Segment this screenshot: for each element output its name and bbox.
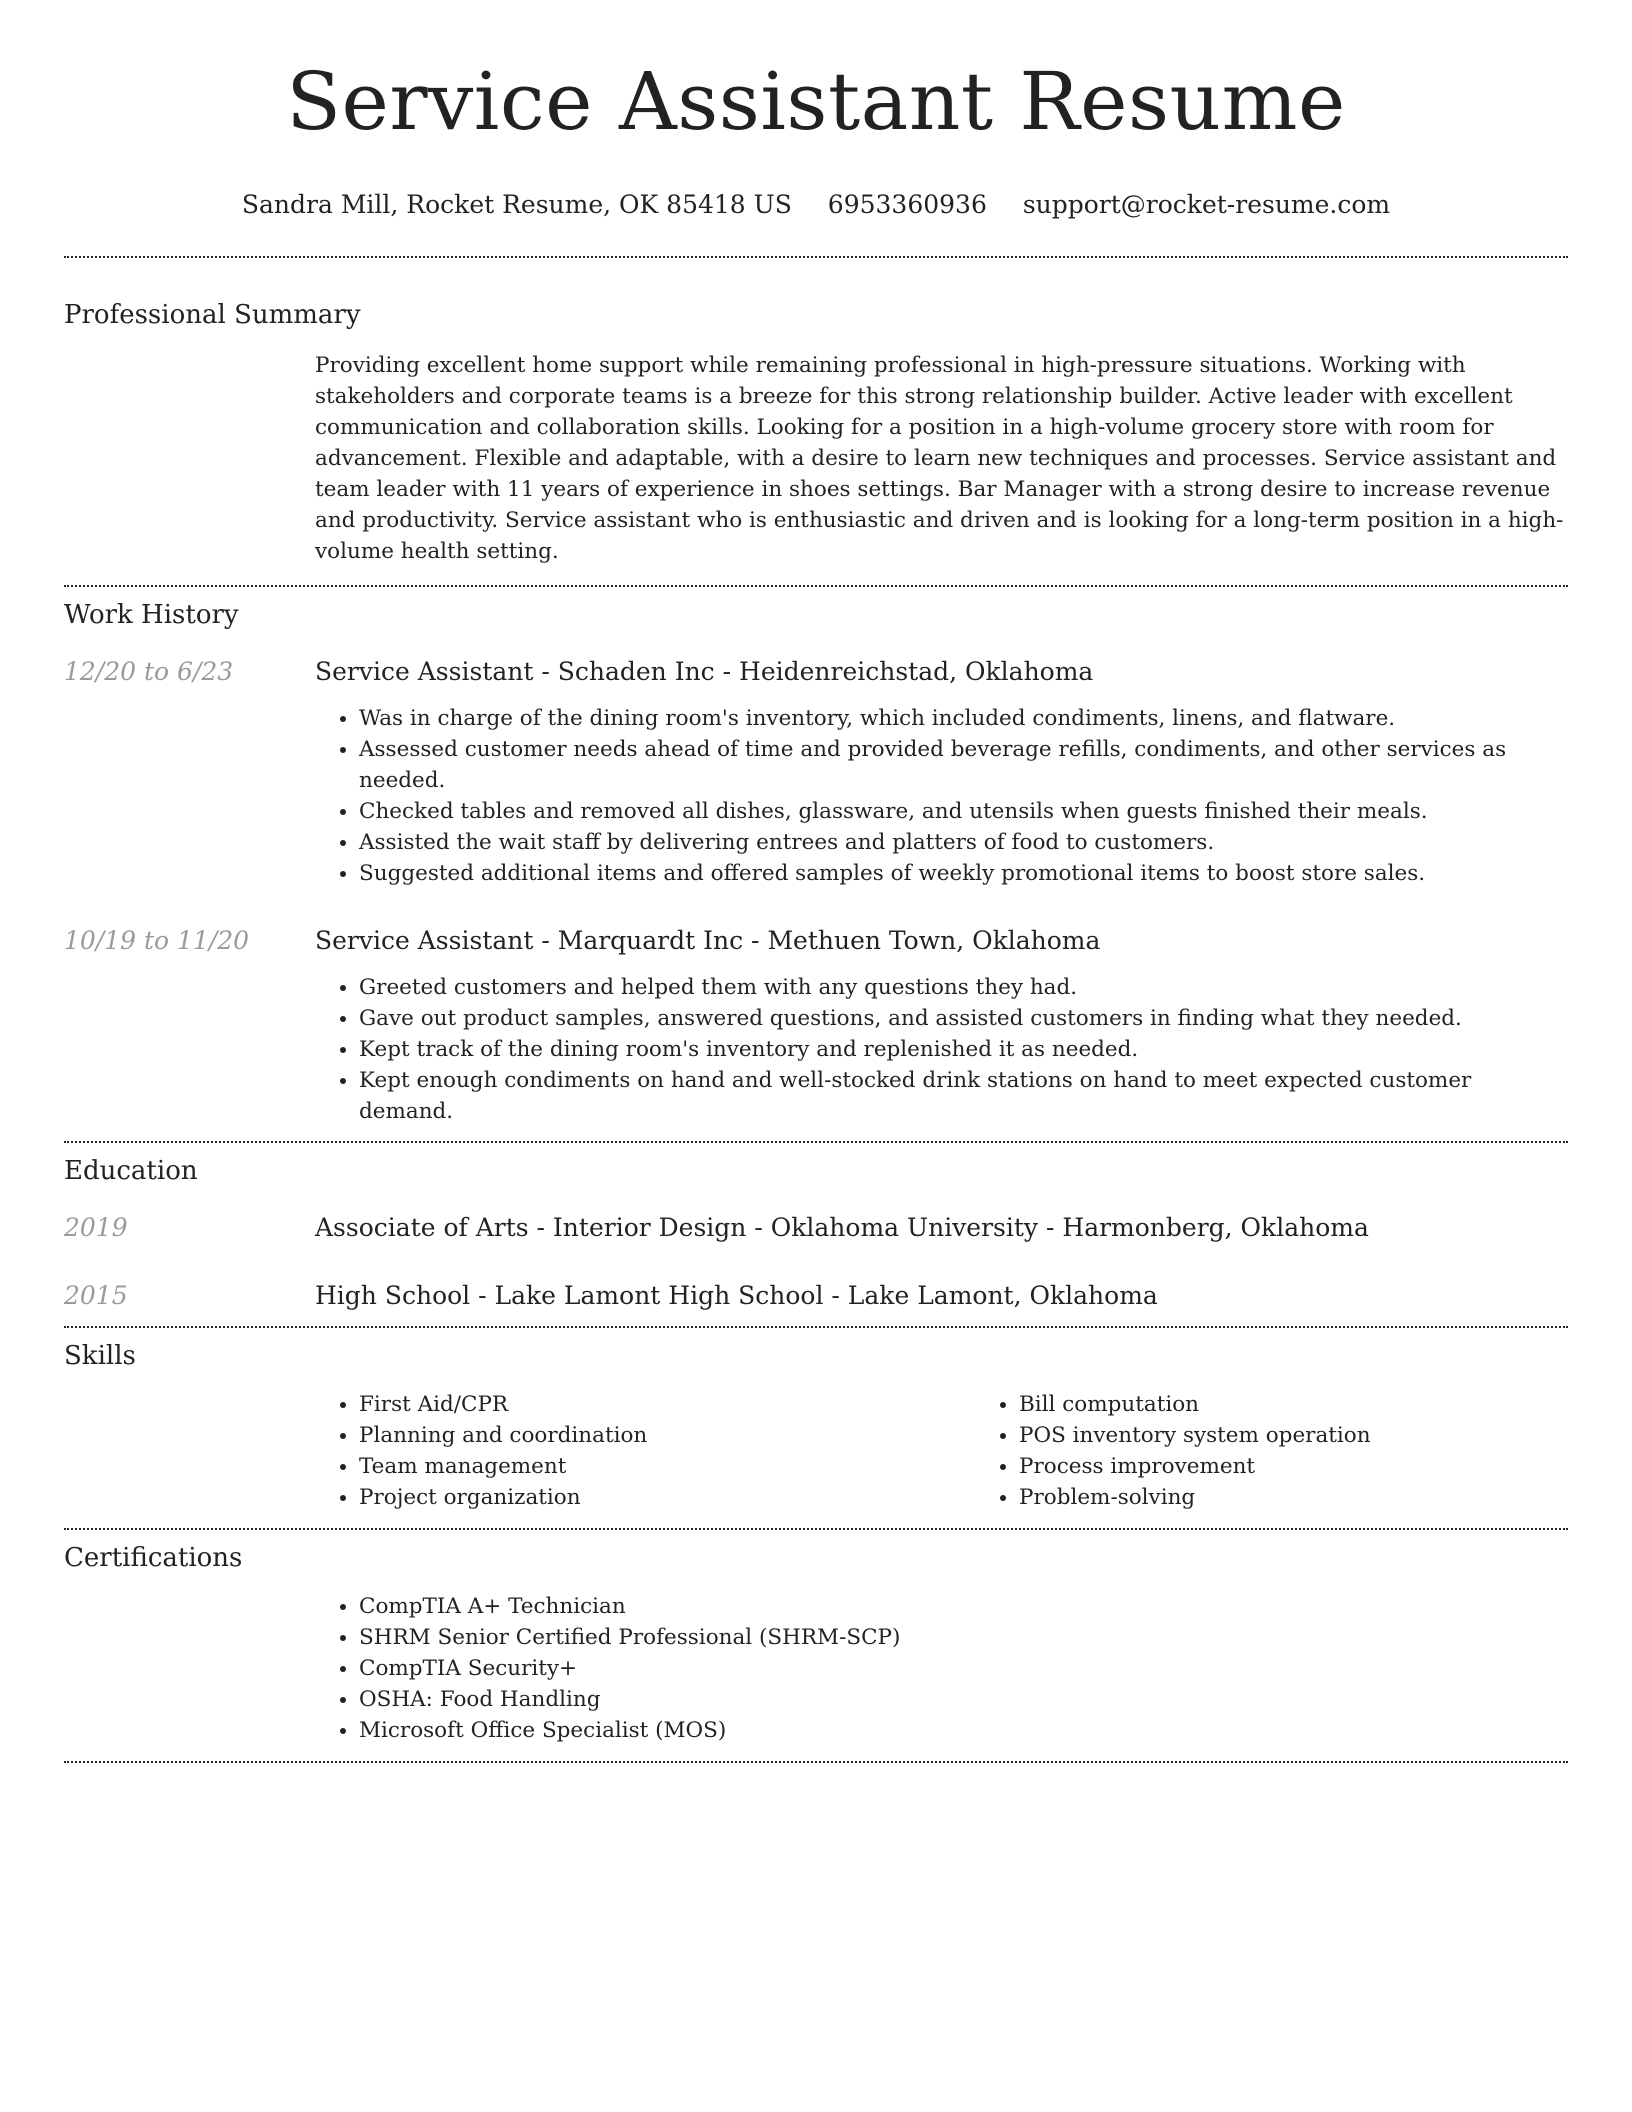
skills-section (64, 1328, 1568, 1528)
work-history-section (64, 587, 1568, 1141)
certification-item: • CompTIA Security+ (359, 1653, 1568, 1684)
certification-item: • SHRM Senior Certified Professional (SHRM-SCP) (359, 1622, 1568, 1653)
job-date: 10/19 to 11/20 (64, 926, 250, 955)
job-bullets (315, 972, 1568, 1127)
certification-item: • Microsoft Office Specialist (MOS) (359, 1715, 1568, 1746)
education-date: 2019 (64, 1213, 128, 1242)
skill-item: • Team management (359, 1451, 975, 1482)
education-section (64, 1143, 1568, 1326)
job-title (315, 925, 1568, 957)
summary-section (64, 258, 1568, 585)
job-bullet: • Kept enough condiments on hand and well-stocked drink stations on hand to meet expected customer demand. (359, 1065, 1568, 1127)
job-bullet: • Assessed customer needs ahead of time and provided beverage refills, condiments, and other services as needed. (359, 734, 1568, 796)
education-degree: Associate of Arts - Interior Design (315, 1213, 747, 1242)
skills-heading: Skills (64, 1341, 136, 1371)
divider (64, 1761, 1568, 1763)
job-bullet: • Was in charge of the dining room's inventory, which included condiments, linens, and flatware. (359, 703, 1568, 734)
summary-text: Providing excellent home support while remaining professional in high-pressure situations. Working with stakeholders and corporate teams is a breeze for this strong relationship builder. Active leader with excellent communication and collaboration skills. Looking for a position in a high-volume grocery store with room for advancement. Flexible and adaptable, with a desire to learn new techniques and processes. Service assistant and team leader with 11 years of experience in shoes settings. Bar Manager with a strong desire to increase revenue and productivity. Service assistant who is enthusiastic and driven and is looking for a long-term position in a high-volume health setting. (315, 353, 1564, 564)
skill-item: • Process improvement (1019, 1451, 1632, 1482)
education-heading: Education (64, 1156, 198, 1186)
work-history-heading: Work History (64, 600, 239, 630)
job-bullet: • Gave out product samples, answered questions, and assisted customers in finding what they needed. (359, 1003, 1568, 1034)
education-school: - Lake Lamont High School - Lake Lamont, Oklahoma (470, 1281, 1158, 1310)
job-employer: - Schaden Inc - Heidenreichstad, Oklahoma (533, 657, 1094, 686)
education-entry (64, 1212, 1568, 1244)
certifications-section (64, 1530, 1568, 1761)
job-title (315, 656, 1568, 688)
job-bullet: • Suggested additional items and offered samples of weekly promotional items to boost store sales. (359, 858, 1568, 889)
skill-item: • Project organization (359, 1482, 975, 1513)
job-entry (64, 656, 1568, 889)
contact-line (64, 188, 1568, 222)
certifications-list (315, 1591, 1568, 1746)
education-title (315, 1212, 1568, 1244)
contact-address: Sandra Mill, Rocket Resume, OK 85418 US (241, 190, 792, 219)
skills-list-right (975, 1389, 1632, 1513)
job-entry (64, 925, 1568, 1127)
contact-phone: 6953360936 (827, 190, 987, 219)
education-degree: High School (315, 1281, 471, 1310)
education-school: - Oklahoma University - Harmonberg, Oklahoma (746, 1213, 1369, 1242)
skill-item: • First Aid/CPR (359, 1389, 975, 1420)
skill-item: • Problem-solving (1019, 1482, 1632, 1513)
job-bullet: • Kept track of the dining room's inventory and replenished it as needed. (359, 1034, 1568, 1065)
job-bullet: • Greeted customers and helped them with any questions they had. (359, 972, 1568, 1003)
job-bullets (315, 703, 1568, 889)
resume-title: Service Assistant Resume (286, 55, 1346, 148)
job-role: Service Assistant (315, 926, 534, 955)
skill-item: • POS inventory system operation (1019, 1420, 1632, 1451)
skill-item: • Bill computation (1019, 1389, 1632, 1420)
skill-item: • Planning and coordination (359, 1420, 975, 1451)
skills-list-left (315, 1389, 975, 1513)
job-role: Service Assistant (315, 657, 534, 686)
job-date: 12/20 to 6/23 (64, 657, 234, 686)
summary-heading: Professional Summary (64, 300, 361, 330)
contact-email: support@rocket-resume.com (1022, 190, 1391, 219)
education-title (315, 1280, 1568, 1312)
education-date: 2015 (64, 1281, 128, 1310)
certification-item: • CompTIA A+ Technician (359, 1591, 1568, 1622)
job-bullet: • Assisted the wait staff by delivering entrees and platters of food to customers. (359, 827, 1568, 858)
job-employer: - Marquardt Inc - Methuen Town, Oklahoma (533, 926, 1101, 955)
certification-item: • OSHA: Food Handling (359, 1684, 1568, 1715)
certifications-heading: Certifications (64, 1543, 243, 1573)
education-entry (64, 1280, 1568, 1312)
job-bullet: • Checked tables and removed all dishes, glassware, and utensils when guests finished their meals. (359, 796, 1568, 827)
